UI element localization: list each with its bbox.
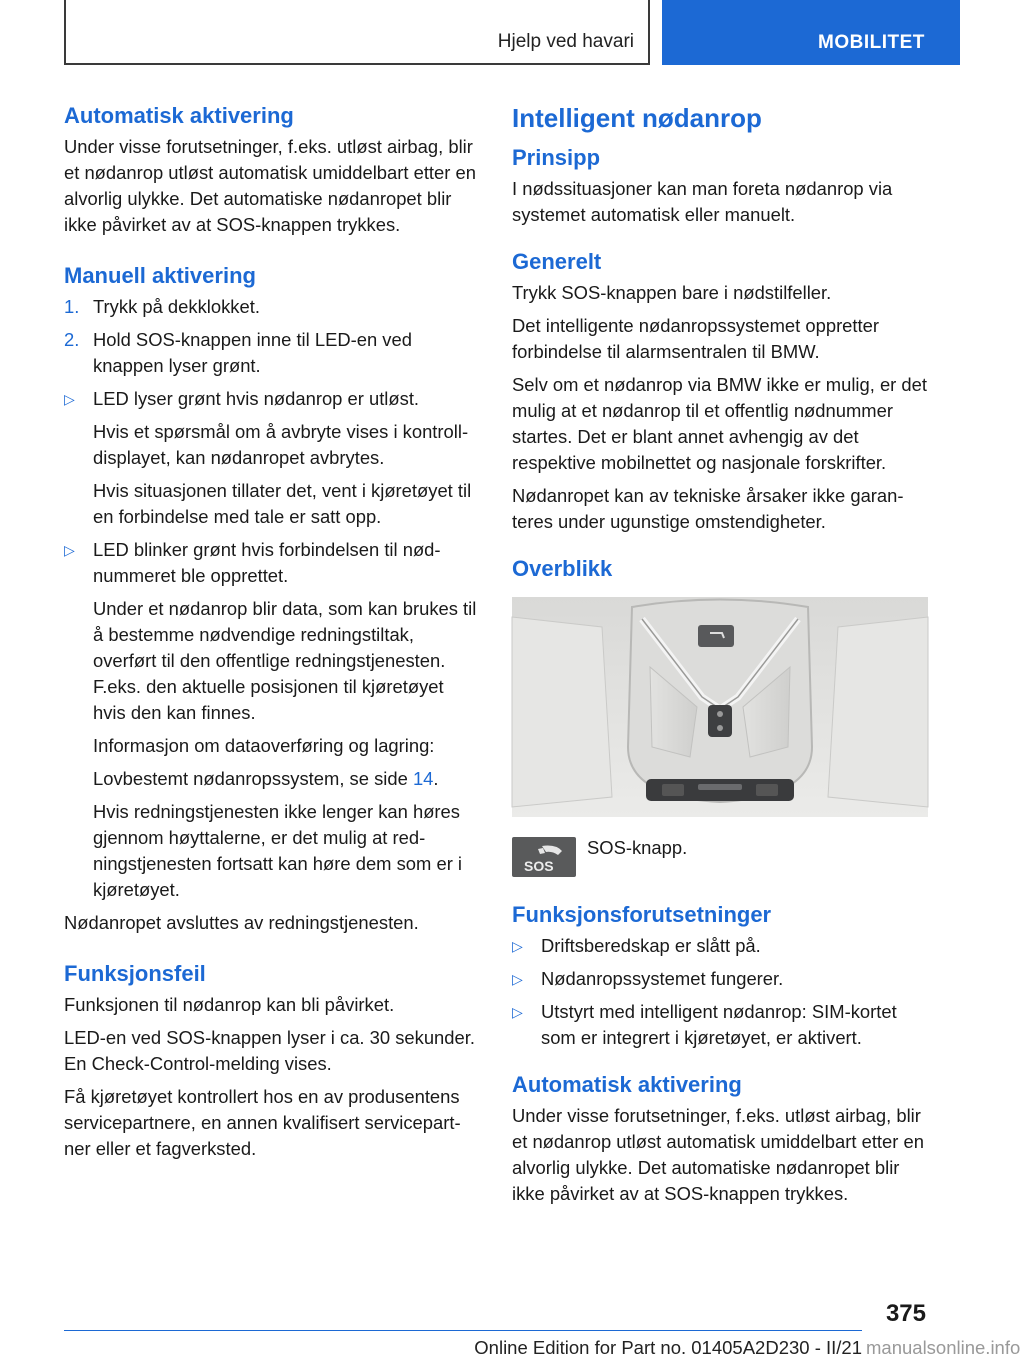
malfunction-text-2: LED-en ved SOS-knappen lyser i ca. 30 sekunder. En Check-Control-melding vises. bbox=[64, 1027, 475, 1074]
general-text-1: Trykk SOS-knappen bare i nødstilfeller. bbox=[512, 282, 832, 303]
led-blink-item bbox=[64, 537, 480, 589]
requirements-list bbox=[512, 933, 928, 1051]
general-text-2: Det intelligente nødanropssystemet oppretter forbindelse til alarmsentralen til BMW. bbox=[512, 315, 879, 362]
sos-button-legend bbox=[512, 835, 928, 877]
manual-steps-list bbox=[64, 294, 480, 379]
page-link-14[interactable]: 14 bbox=[412, 768, 434, 789]
malfunction-section bbox=[64, 958, 480, 1162]
wait-in-vehicle-text: Hvis situasjonen tillater det, vent i kjøretøyet til en forbindelse med tale er satt opp. bbox=[93, 480, 472, 527]
step-text: Trykk på dekklokket. bbox=[93, 296, 260, 317]
principle-section bbox=[512, 142, 928, 228]
requirements-heading: Funksjonsforutsetninger bbox=[512, 902, 772, 927]
triangle-bullet-icon: ▷ bbox=[512, 971, 523, 987]
triangle-bullet-icon: ▷ bbox=[64, 542, 75, 558]
sos-button-icon bbox=[512, 837, 576, 877]
auto-activation-text: Under visse forutsetninger, f.eks. utløst airbag, blir et nødanrop utløst automatisk umiddelbart etter en alvorlig ulykke. Det automatiske nødanropet blir ikke påvirket av at SOS-knappen trykkes. bbox=[64, 136, 476, 235]
requirement-text: Nødanropssystemet fungerer. bbox=[541, 968, 784, 989]
requirements-section bbox=[512, 899, 928, 1051]
roof-console-illustration bbox=[512, 597, 928, 817]
led-blink-text: LED blinker grønt hvis forbindelsen til nødnummeret ble opprettet. bbox=[93, 539, 441, 586]
manual-activation-section bbox=[64, 260, 480, 936]
manual-step bbox=[64, 294, 480, 320]
legal-reference-text bbox=[64, 766, 480, 792]
cancel-call-text: Hvis et spørsmål om å avbryte vises i kontrolldisplayet, kan nødanropet avbrytes. bbox=[93, 421, 469, 468]
phone-handset-icon bbox=[512, 837, 576, 877]
page-number: 375 bbox=[885, 1300, 926, 1327]
auto-activation-heading: Automatisk aktivering bbox=[64, 103, 294, 128]
led-status-list bbox=[64, 386, 480, 412]
left-column bbox=[64, 100, 480, 1184]
led-green-item bbox=[64, 386, 480, 412]
requirement-text: Driftsberedskap er slått på. bbox=[541, 935, 761, 956]
step-number: 1. bbox=[64, 296, 80, 317]
malfunction-heading: Funksjonsfeil bbox=[64, 961, 206, 986]
roof-console-photo bbox=[512, 597, 928, 817]
auto-activation-text: Under visse forutsetninger, f.eks. utløst airbag, blir et nødanrop utløst automatisk umiddelbart etter en alvorlig ulykke. Det automatiske nødanropet blir ikke påvirket av at SOS-knappen trykkes. bbox=[512, 1105, 924, 1204]
triangle-bullet-icon: ▷ bbox=[64, 391, 75, 407]
legal-reference-prefix: Lovbestemt nødanropssystem, se side bbox=[93, 768, 413, 789]
general-section bbox=[512, 246, 928, 535]
led-green-text: LED lyser grønt hvis nødanrop er utløst. bbox=[93, 388, 420, 409]
list-item bbox=[512, 966, 928, 992]
right-column bbox=[512, 100, 928, 1225]
led-blink-list bbox=[64, 537, 480, 589]
auto-activation-section bbox=[64, 100, 480, 238]
overview-heading: Overblikk bbox=[512, 556, 613, 581]
step-number: 2. bbox=[64, 329, 80, 350]
data-info-text: Informasjon om dataoverføring og lagring: bbox=[93, 735, 435, 756]
sos-icon-label: SOS bbox=[524, 858, 554, 874]
intelligent-emergency-call-heading: Intelligent nødanrop bbox=[512, 103, 762, 133]
list-item bbox=[512, 999, 928, 1051]
manual-step bbox=[64, 327, 480, 379]
header-section-title: Hjelp ved havari bbox=[497, 31, 634, 52]
header-chapter-label: MOBILITET bbox=[818, 32, 925, 53]
principle-heading: Prinsipp bbox=[512, 145, 601, 170]
malfunction-text-1: Funksjonen til nødanrop kan bli påvirket. bbox=[64, 994, 395, 1015]
header-chapter-tab bbox=[662, 0, 960, 65]
general-text-3: Selv om et nødanrop via BMW ikke er mulig, er det mulig at et nødanrop til et offentlig nødnummer startes. Det er blant annet avhengig av det respektive mobilnettet og nasjonale forskrifter. bbox=[512, 374, 927, 473]
overview-section bbox=[512, 553, 928, 877]
malfunction-text-3: Få kjøretøyet kontrollert hos en av produsentens servicepartnere, en annen kvalifisert servicepartner eller et fagverksted. bbox=[64, 1086, 461, 1159]
list-item bbox=[512, 933, 928, 959]
footer-divider bbox=[64, 1330, 862, 1331]
principle-text: I nødssituasjoner kan man foreta nødanrop via systemet automatisk eller manuelt. bbox=[512, 178, 893, 225]
step-text: Hold SOS-knappen inne til LED-en ved knappen lyser grønt. bbox=[93, 329, 412, 376]
footer-watermark: manualsonline.info bbox=[866, 1337, 1020, 1358]
sos-button-caption: SOS-knapp. bbox=[587, 837, 688, 858]
rescue-hearing-text: Hvis redningstjenesten ikke lenger kan høres gjennom høyttalerne, er det mulig at redningstjenesten fortsatt kan høre dem som er i kjøretøyet. bbox=[93, 801, 463, 900]
triangle-bullet-icon: ▷ bbox=[512, 938, 523, 954]
header-box bbox=[64, 0, 650, 65]
general-heading: Generelt bbox=[512, 249, 602, 274]
manual-activation-heading: Manuell aktivering bbox=[64, 263, 256, 288]
legal-reference-suffix: . bbox=[433, 768, 439, 789]
auto-activation-section-right bbox=[512, 1069, 928, 1207]
auto-activation-heading: Automatisk aktivering bbox=[512, 1072, 742, 1097]
data-transfer-text: Under et nødanrop blir data, som kan brukes til å bestemme nødvendige redningstiltak, overført til den offentlige redningstjenesten. F.eks. den aktuelle posisjonen til kjøretøyet hvis den kan finnes. bbox=[93, 598, 477, 723]
general-text-4: Nødanropet kan av tekniske årsaker ikke garanteres under ugunstige omstendigheter. bbox=[512, 485, 904, 532]
triangle-bullet-icon: ▷ bbox=[512, 1004, 523, 1020]
footer-edition: Online Edition for Part no. 01405A2D230 - II/21 bbox=[474, 1337, 862, 1358]
call-end-text: Nødanropet avsluttes av redningstjenesten. bbox=[64, 912, 419, 933]
requirement-text: Utstyrt med intelligent nødanrop: SIM-kortet som er integrert i kjøretøyet, er aktivert. bbox=[541, 1001, 897, 1048]
